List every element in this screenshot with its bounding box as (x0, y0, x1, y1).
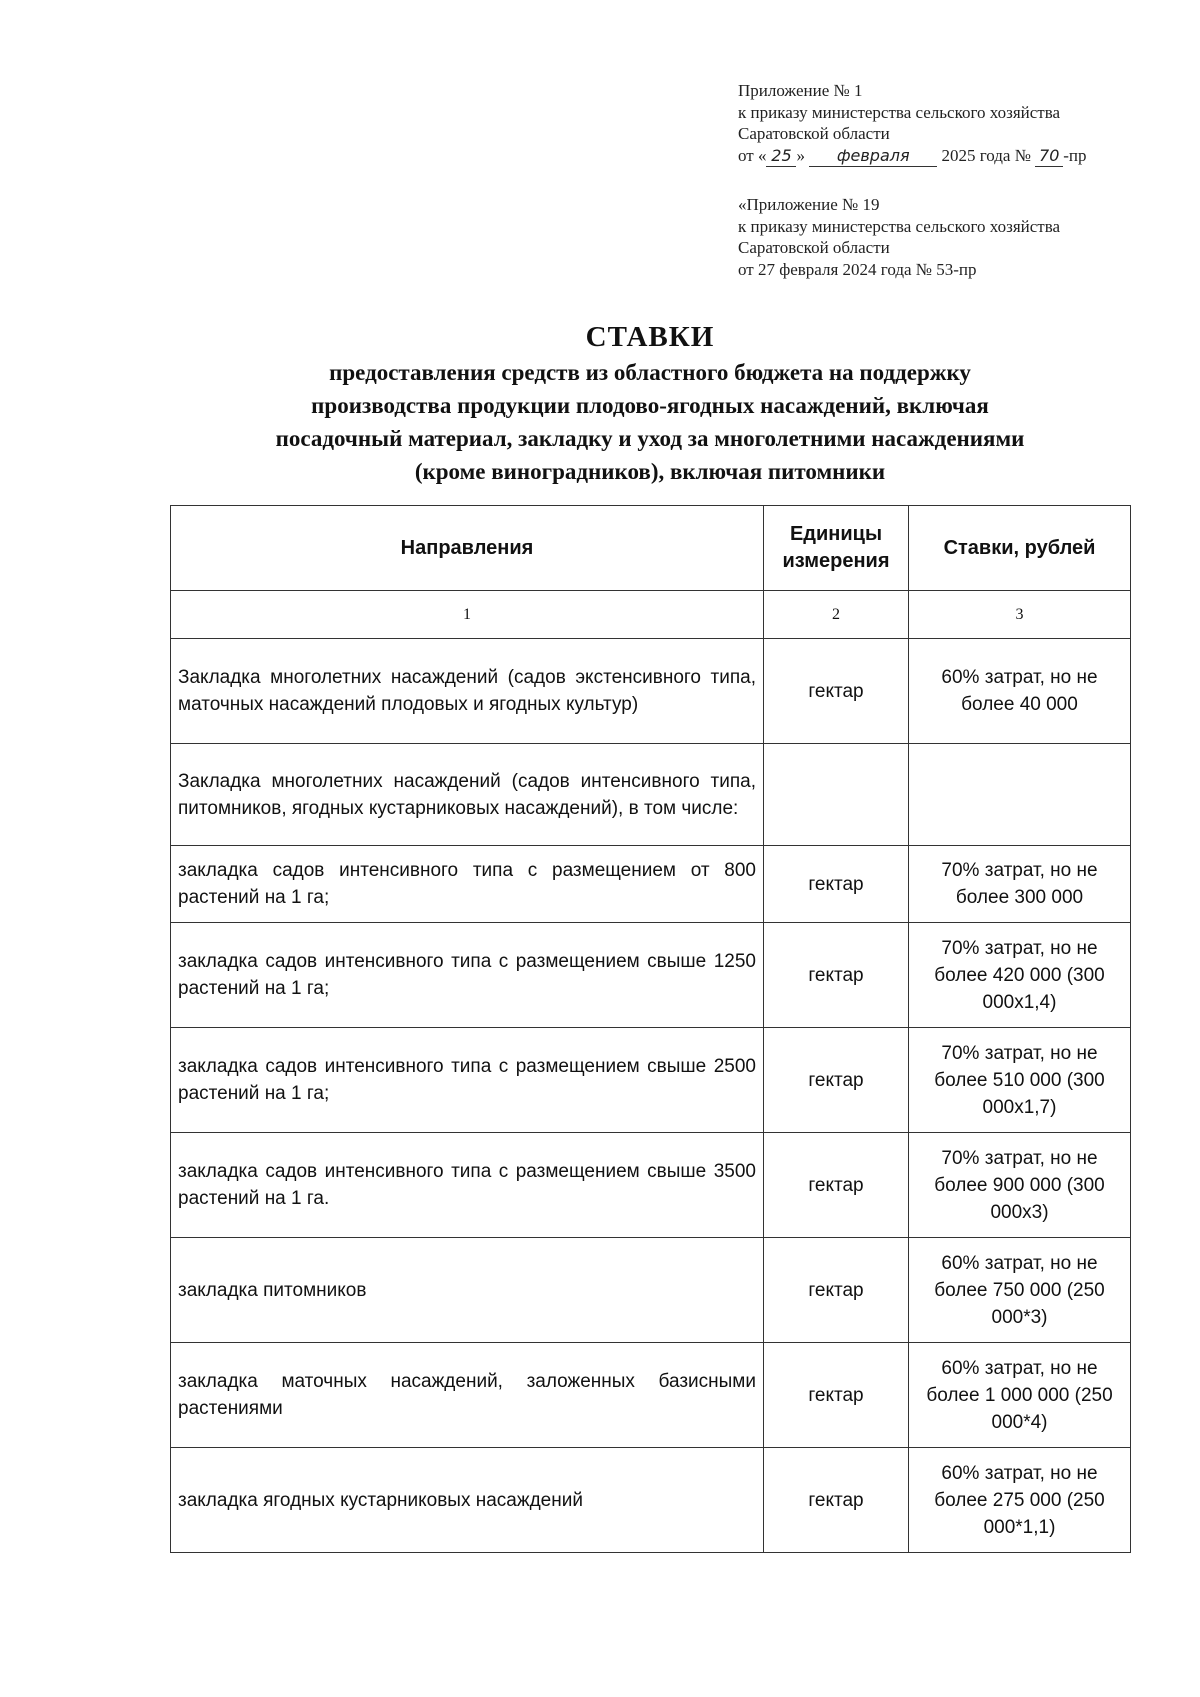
table-row (171, 923, 1131, 1028)
unit-cell: гектар (764, 1133, 909, 1238)
header-direction: Направления (171, 506, 764, 591)
rate-cell: 70% затрат, но не более 510 000 (300 000х1,7) (909, 1028, 1131, 1133)
column-number-row (171, 591, 1131, 639)
rate-cell: 70% затрат, но не более 900 000 (300 000х3) (909, 1133, 1131, 1238)
order-region: Саратовской области (738, 124, 890, 143)
column-number: 1 (171, 591, 764, 639)
rates-table (170, 505, 1131, 1553)
header-unit: Единицы измерения (764, 506, 909, 591)
rate-cell: 70% затрат, но не более 420 000 (300 000х1,4) (909, 923, 1131, 1028)
title-main: СТАВКИ (585, 321, 715, 353)
rate-cell: 60% затрат, но не более 750 000 (250 000*3) (909, 1238, 1131, 1343)
rate-cell: 70% затрат, но не более 300 000 (909, 846, 1131, 923)
order-date-line: от « 25 » февраля 2025 года № 70 -пр (738, 145, 1178, 168)
rate-cell: 60% затрат, но не более 1 000 000 (250 000*4) (909, 1343, 1131, 1448)
table-header-row (171, 506, 1131, 591)
direction-cell: Закладка многолетних насаждений (садов экстенсивного типа, маточных насаждений плодовых и ягодных культур) (171, 639, 764, 744)
document-title (150, 318, 1150, 488)
unit-cell: гектар (764, 639, 909, 744)
order-header-previous (738, 194, 1178, 280)
direction-cell: Закладка многолетних насаждений (садов интенсивного типа, питомников, ягодных кустарниковых насаждений), в том числе: (171, 744, 764, 846)
direction-cell: закладка ягодных кустарниковых насаждений (171, 1448, 764, 1553)
unit-cell: гектар (764, 1343, 909, 1448)
column-number: 2 (764, 591, 909, 639)
title-line: (кроме виноградников), включая питомники (414, 459, 886, 484)
title-line: производства продукции плодово-ягодных насаждений, включая (311, 393, 989, 418)
unit-cell: гектар (764, 1448, 909, 1553)
direction-cell: закладка садов интенсивного типа с размещением свыше 1250 растений на 1 га; (171, 923, 764, 1028)
title-line: посадочный материал, закладку и уход за многолетними насаждениями (275, 426, 1025, 451)
table-row (171, 1238, 1131, 1343)
order-issuer: к приказу министерства сельского хозяйства (738, 102, 1061, 122)
table-row (171, 744, 1131, 846)
handwritten-month: февраля (809, 145, 937, 168)
direction-cell: закладка садов интенсивного типа с размещением свыше 2500 растений на 1 га; (171, 1028, 764, 1133)
table-row (171, 1448, 1131, 1553)
direction-cell: закладка маточных насаждений, заложенных базисными растениями (171, 1343, 764, 1448)
handwritten-day: 25 (766, 145, 796, 168)
table-row (171, 1343, 1131, 1448)
unit-cell: гектар (764, 923, 909, 1028)
direction-cell: закладка садов интенсивного типа с размещением от 800 растений на 1 га; (171, 846, 764, 923)
handwritten-number: 70 (1035, 145, 1063, 168)
column-number: 3 (909, 591, 1131, 639)
appendix-label: «Приложение № 19 (738, 195, 880, 214)
unit-cell (764, 744, 909, 846)
table-row (171, 846, 1131, 923)
unit-cell: гектар (764, 1028, 909, 1133)
title-line: предоставления средств из областного бюджета на поддержку (329, 360, 971, 385)
table-row (171, 1133, 1131, 1238)
rate-cell: 60% затрат, но не более 275 000 (250 000*1,1) (909, 1448, 1131, 1553)
order-issuer: к приказу министерства сельского хозяйства (738, 216, 1061, 236)
order-date-line: от 27 февраля 2024 года № 53-пр (738, 259, 977, 279)
direction-cell: закладка питомников (171, 1238, 764, 1343)
appendix-label: Приложение № 1 (738, 81, 863, 100)
direction-cell: закладка садов интенсивного типа с размещением свыше 3500 растений на 1 га. (171, 1133, 764, 1238)
header-rate: Ставки, рублей (909, 506, 1131, 591)
table-row (171, 1028, 1131, 1133)
table-row (171, 639, 1131, 744)
order-header-current (738, 80, 1178, 167)
order-region: Саратовской области (738, 238, 890, 257)
rate-cell (909, 744, 1131, 846)
unit-cell: гектар (764, 846, 909, 923)
unit-cell: гектар (764, 1238, 909, 1343)
rate-cell: 60% затрат, но не более 40 000 (909, 639, 1131, 744)
